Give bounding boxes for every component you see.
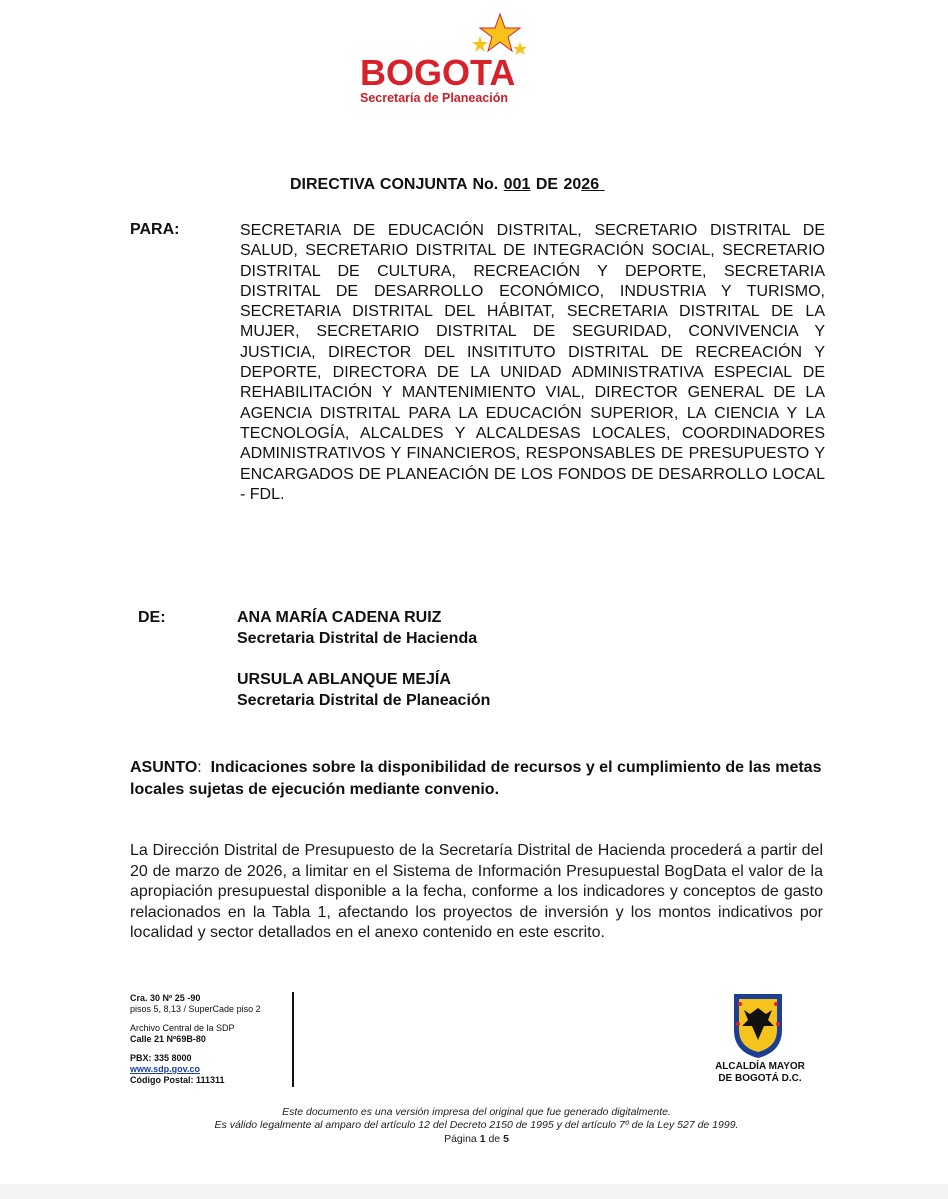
alcaldia-label (700, 1061, 820, 1085)
asunto-label: ASUNTO (130, 759, 198, 776)
page-current: 1 (479, 1133, 486, 1145)
postal-code: Código Postal: 111311 (130, 1075, 225, 1085)
address-block (130, 993, 261, 1086)
pbx-phone: PBX: 335 8000 (130, 1053, 192, 1063)
body-paragraph: La Dirección Distrital de Presupuesto de la Secretaría Distrital de Hacienda procederá a partir del 20 de marzo de 2026, a limitar en el Sistema de Información Presupuestal BogData el valor de la apropiación presupuestal disponible a la fecha, conforme a los indicadores y conceptos de gasto relacionados en la Tabla 1, afectando los proyectos de inversión y los montos indicativos por localidad y sector detallados en el anexo contenido en este escrito. (130, 842, 823, 941)
website-link[interactable]: www.sdp.gov.co (130, 1064, 201, 1074)
footer-note-1: Este documento es una versión impresa del original que fue generado digitalmente. (282, 1106, 671, 1118)
signer-name: URSULA ABLANQUE MEJÍA (237, 671, 451, 688)
footer-note-2: Es válido legalmente al amparo del artículo 12 del Decreto 2150 de 1995 y del artículo 7º de la Ley 527 de 1999. (214, 1119, 739, 1131)
asunto-text: Indicaciones sobre la disponibilidad de recursos y el cumplimiento de las metas locales sujetas de ejecución mediante convenio. (130, 759, 822, 798)
title-middle: DE 20 (530, 176, 582, 193)
document-title (290, 176, 605, 194)
title-underline-space (599, 176, 604, 193)
address-street: Cra. 30 Nº 25 -90 (130, 993, 201, 1003)
bogota-logo (355, 12, 530, 112)
para-recipients: SECRETARIA DE EDUCACIÓN DISTRITAL, SECRETARIO DISTRITAL DE SALUD, SECRETARIO DISTRITAL DE INTEGRACIÓN SOCIAL, SECRETARIO DISTRITAL DE CULTURA, RECREACIÓN Y DEPORTE, SECRETARIA DISTRITAL DE DESARROLLO ECONÓMICO, INDUSTRIA Y TURISMO, SECRETARIA DISTRITAL DEL HÁBITAT, SECRETARIA DISTRITAL DE LA MUJER, SECRETARIO DISTRITAL DE SEGURIDAD, CONVIVENCIA Y JUSTICIA, DIRECTOR DEL INSITITUTO DISTRITAL DE RECREACIÓN Y DEPORTE, DIRECTORA DE LA UNIDAD ADMINISTRATIVA ESPECIAL DE REHABILITACIÓN Y MANTENIMIENTO VIAL, DIRECTOR GENERAL DE LA AGENCIA DISTRITAL PARA LA EDUCACIÓN SUPERIOR, LA CIENCIA Y LA TECNOLOGÍA, ALCALDES Y ALCALDESAS LOCALES, COORDINADORES ADMINISTRATIVOS Y FINANCIEROS, RESPONSABLES DE PRESUPUESTO Y ENCARGADOS DE PLANEACIÓN DE LOS FONDOS DE DESARROLLO LOCAL - FDL. (240, 222, 825, 503)
logo-wordmark: BOGOTA (360, 52, 516, 93)
alcaldia-line-1: ALCALDÍA MAYOR (715, 1061, 805, 1072)
signer-role: Secretaria Distrital de Planeación (237, 692, 491, 709)
signer-name: ANA MARÍA CADENA RUIZ (237, 609, 442, 626)
title-prefix: DIRECTIVA CONJUNTA No. (290, 176, 504, 193)
signer-role: Secretaria Distrital de Hacienda (237, 630, 478, 647)
page-total: 5 (503, 1133, 509, 1145)
archivo-address: Calle 21 Nº69B-80 (130, 1034, 206, 1044)
address-floors: pisos 5, 8,13 / SuperCade piso 2 (130, 1004, 261, 1014)
de-label: DE: (138, 609, 166, 626)
archivo-label: Archivo Central de la SDP (130, 1023, 235, 1033)
title-number: 001 (503, 176, 531, 193)
title-year: 26 (581, 176, 600, 193)
logo-subtitle: Secretaría de Planeación (360, 91, 508, 105)
page-prefix: Página (444, 1133, 480, 1145)
page-number (130, 1133, 823, 1145)
asunto-colon: : (197, 759, 202, 776)
alcaldia-line-2: DE BOGOTÁ D.C. (718, 1073, 802, 1084)
asunto-block (130, 757, 823, 800)
para-label: PARA: (130, 221, 180, 238)
bottom-strip (0, 1184, 948, 1199)
footer-divider (292, 992, 294, 1087)
coat-of-arms-icon (728, 990, 788, 1060)
page-mid: de (485, 1133, 504, 1145)
